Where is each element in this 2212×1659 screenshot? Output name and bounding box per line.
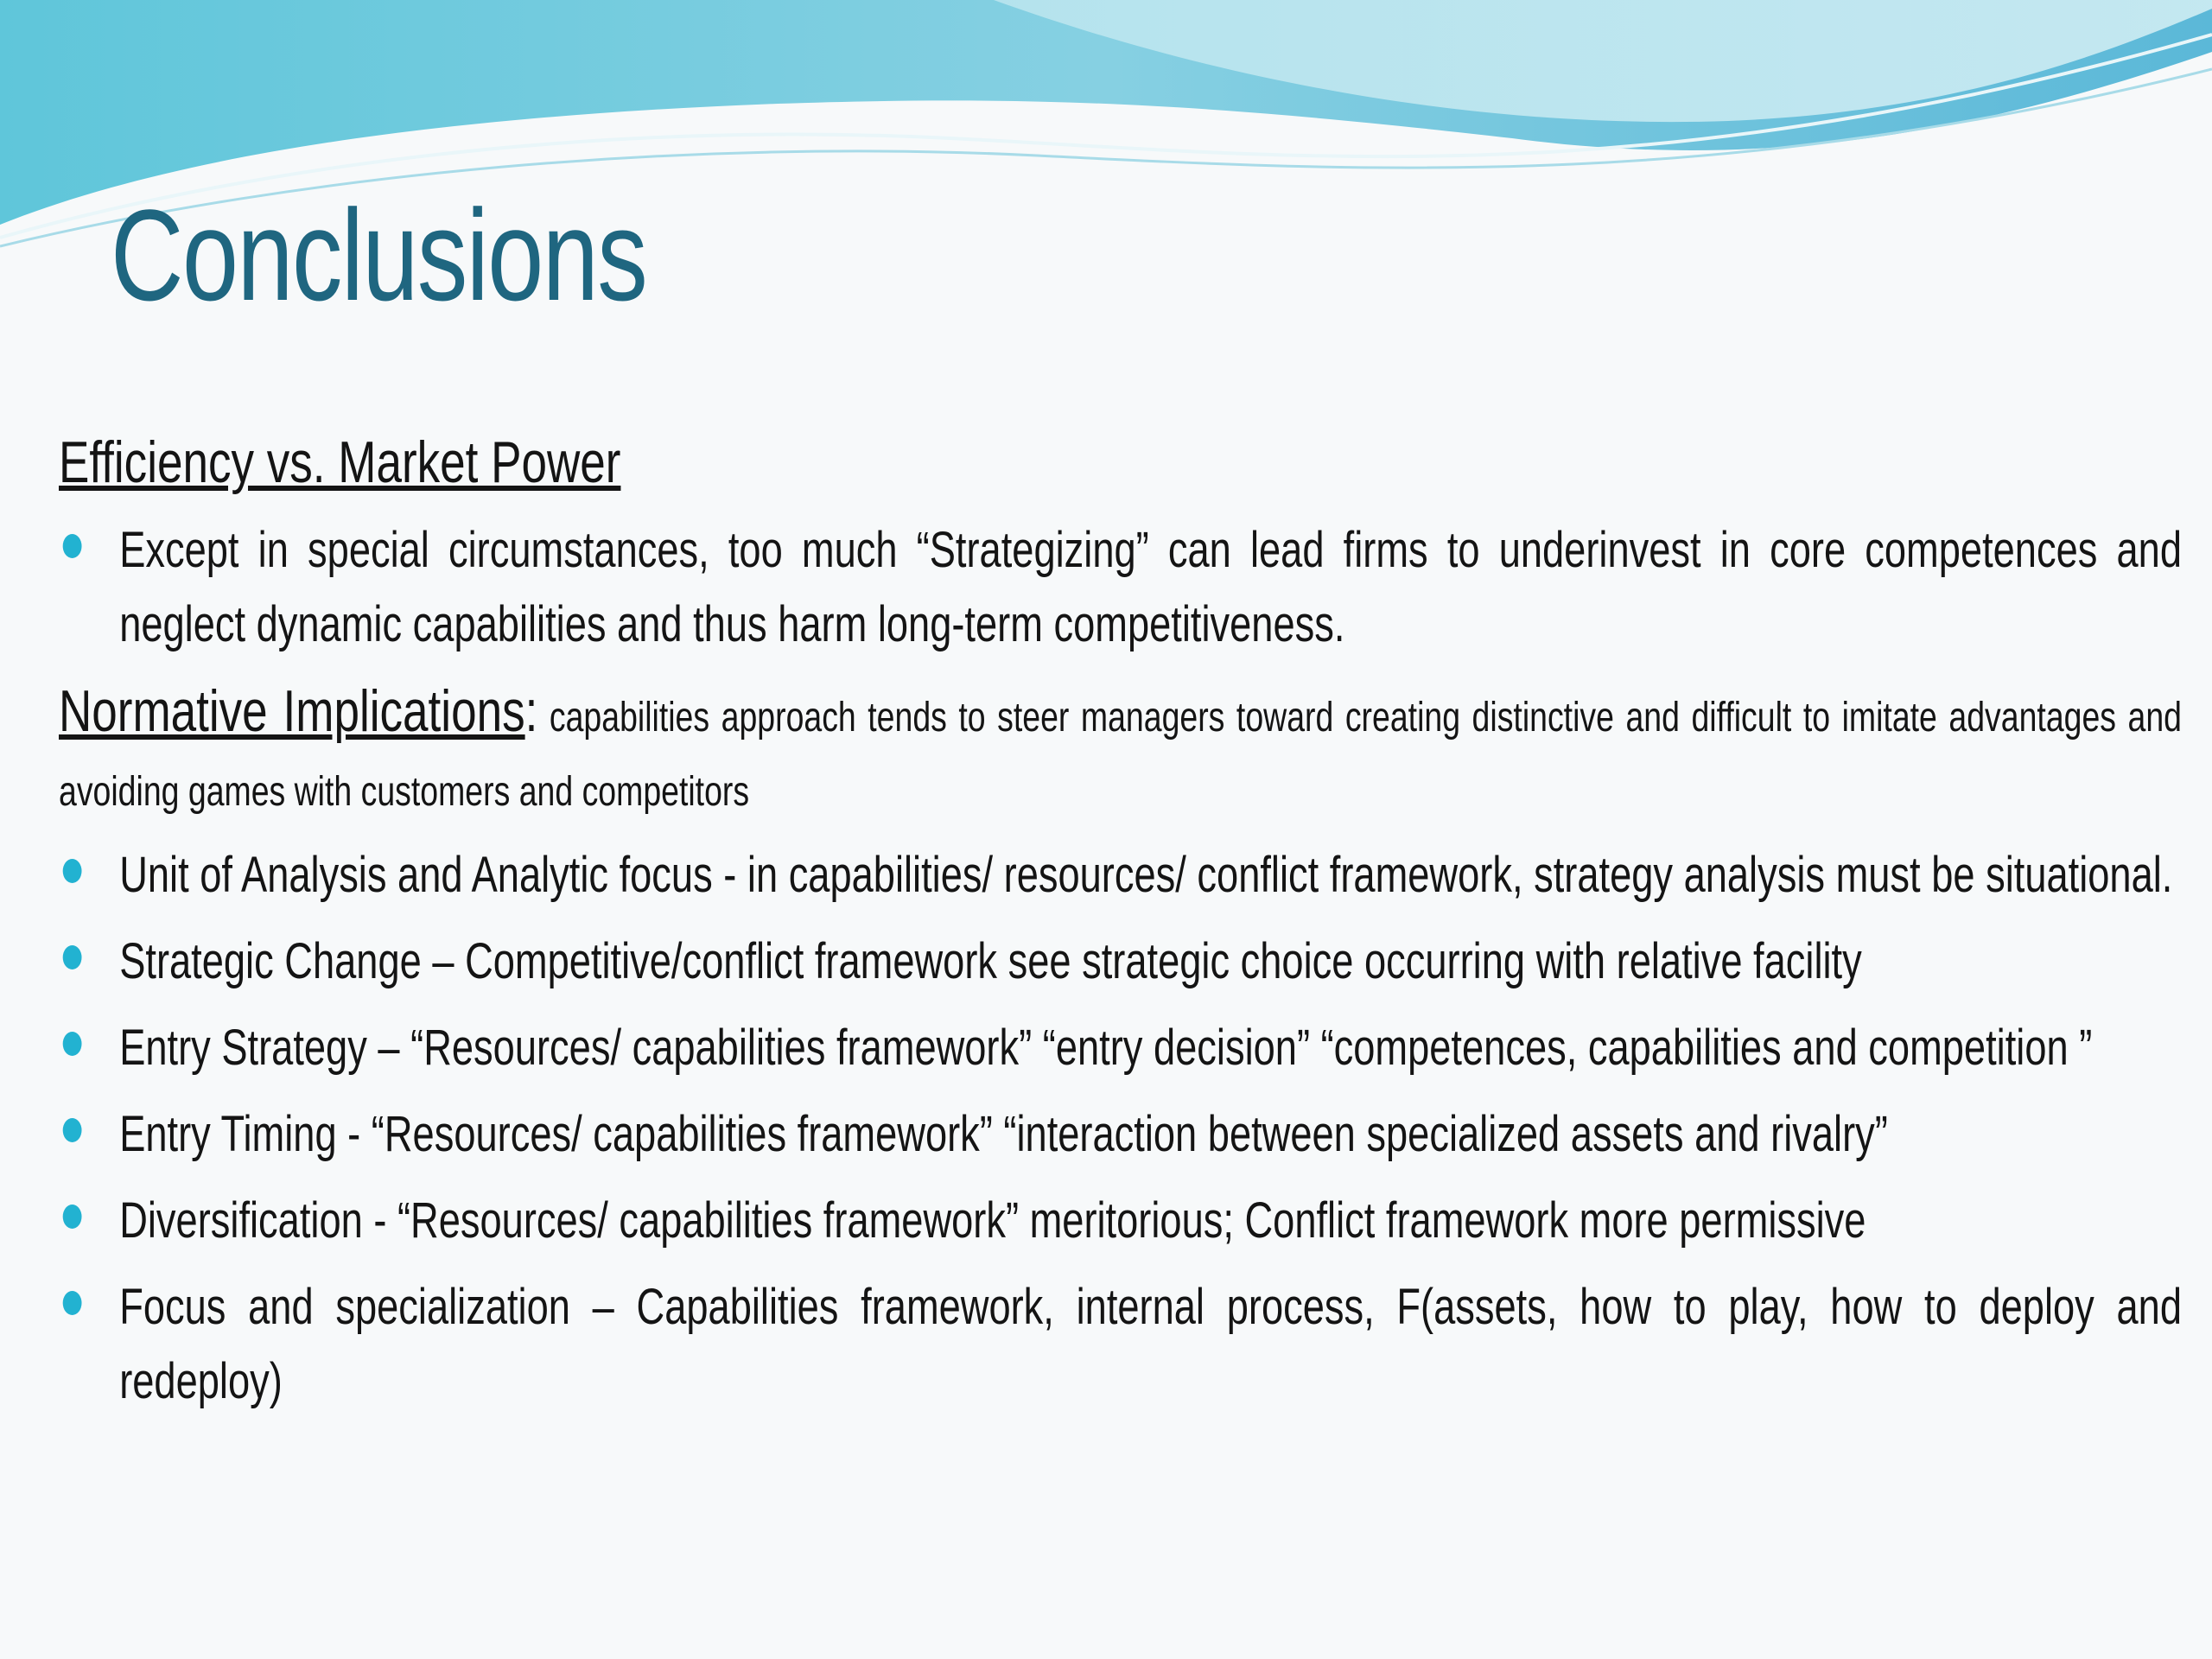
bullet-text: Diversification - “Resources/ capabilities framework” meritorious; Conflict framework more permissive [119,1192,1866,1249]
list-item [59,1184,2182,1258]
bullet-icon [63,1118,82,1142]
slide-title: Conclusions [111,182,647,327]
bullet-text: Entry Timing - “Resources/ capabilities framework” “interaction between specialized assets and rivalry” [119,1106,1888,1162]
normative-implications-paragraph [59,674,2182,830]
list-item [59,1011,2182,1085]
section-heading-normative: Normative Implications [59,678,525,744]
bullet-icon [63,1291,82,1315]
bullet-text: Entry Strategy – “Resources/ capabilities framework” “entry decision” “competences, capabilities and competition ” [119,1020,2093,1076]
list-item [59,838,2182,912]
bullet-icon [63,1032,82,1056]
bullet-icon [63,945,82,969]
bullet-text: Except in special circumstances, too much “Strategizing” can lead firms to underinvest in core competences and neglect dynamic capabilities and thus harm long-term competitiveness. [119,522,2183,652]
bullet-text: Unit of Analysis and Analytic focus - in capabilities/ resources/ conflict framework, strategy analysis must be situational. [119,847,2173,903]
list-item [59,1270,2182,1419]
normative-bullet-list [59,838,2182,1419]
slide-content [59,423,2182,1431]
bullet-text: Focus and specialization – Capabilities framework, internal process, F(assets, how to play, how to deploy and redeploy) [119,1279,2183,1409]
list-item [59,513,2182,662]
bullet-text: Strategic Change – Competitive/conflict framework see strategic choice occurring with relative facility [119,933,1862,989]
bullet-icon [63,534,82,558]
list-item [59,1097,2182,1172]
bullet-icon [63,1205,82,1229]
section-heading-efficiency: Efficiency vs. Market Power [59,429,621,495]
list-item [59,925,2182,999]
efficiency-bullet-list [59,513,2182,662]
heading-colon: : [524,678,538,744]
normative-intro-text: capabilities approach tends to steer managers toward creating distinctive and difficult to imitate advantages and avoiding games with customers and competitors [59,695,2183,815]
bullet-icon [63,859,82,883]
